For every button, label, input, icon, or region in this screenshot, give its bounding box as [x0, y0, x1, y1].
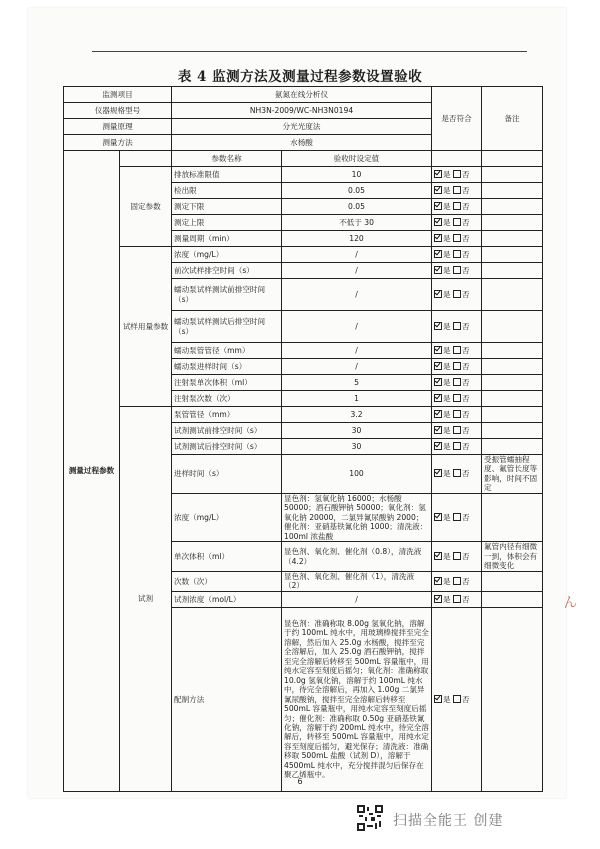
param-name: 测定上限 — [172, 215, 282, 231]
check-yes-label: 是 — [443, 233, 451, 243]
principle-label: 测量原理 — [64, 119, 172, 135]
conform-check-cell — [432, 343, 482, 359]
conform-check-cell — [432, 311, 482, 343]
param-value: / — [282, 359, 432, 375]
checkbox-yes-checked[interactable] — [434, 595, 442, 603]
acceptance-table — [63, 86, 543, 792]
remark-cell — [482, 423, 543, 439]
check-yes-label: 是 — [443, 441, 451, 451]
param-value: 0.05 — [282, 183, 432, 199]
param-value: 120 — [282, 231, 432, 247]
checkbox-yes-checked[interactable] — [434, 290, 442, 298]
conform-check-cell — [432, 359, 482, 375]
checkbox-no[interactable] — [453, 595, 461, 603]
param-name: 前次试样排空时间（s） — [172, 263, 282, 279]
param-value: 3.2 — [282, 407, 432, 423]
check-yes-label: 是 — [443, 169, 451, 179]
acceptance-table-body — [64, 87, 543, 792]
scanner-footer — [357, 805, 567, 833]
conform-check-cell — [432, 375, 482, 391]
checkbox-yes-checked[interactable] — [434, 250, 442, 258]
check-no-label: 否 — [462, 361, 470, 371]
header-rule — [92, 51, 527, 52]
checkbox-no[interactable] — [453, 170, 461, 178]
checkbox-no[interactable] — [453, 442, 461, 450]
check-no-label: 否 — [462, 321, 470, 331]
check-no-label: 否 — [462, 694, 470, 704]
checkbox-no[interactable] — [453, 346, 461, 354]
remark-header: 备注 — [482, 87, 543, 151]
conform-check-cell — [432, 542, 482, 571]
conform-check-cell — [432, 263, 482, 279]
remark-cell — [482, 493, 543, 541]
param-value: / — [282, 247, 432, 263]
header-row-item — [64, 87, 543, 103]
param-name: 排放标准限值 — [172, 167, 282, 183]
remark-cell — [482, 183, 543, 199]
check-no-label: 否 — [462, 233, 470, 243]
qr-code-icon — [357, 805, 383, 831]
remark-cell — [482, 263, 543, 279]
edge-stamp-mark: ん — [562, 594, 579, 612]
check-yes-label: 是 — [443, 377, 451, 387]
checkbox-no[interactable] — [453, 290, 461, 298]
item-value: 氨氮在线分析仪 — [172, 87, 432, 103]
checkbox-yes-checked[interactable] — [434, 346, 442, 354]
checkbox-no[interactable] — [453, 513, 461, 521]
check-no-label: 否 — [462, 201, 470, 211]
param-name-header: 参数名称 — [172, 151, 282, 167]
conform-spacer — [432, 151, 482, 167]
remark-cell — [482, 407, 543, 423]
check-yes-label: 是 — [443, 217, 451, 227]
conform-check-cell — [432, 607, 482, 791]
remark-cell: 氟管内径有细微一到，体积会有细微变化 — [482, 542, 543, 571]
check-no-label: 否 — [462, 425, 470, 435]
param-name: 单次体积（ml） — [172, 542, 282, 571]
param-value-header: 验收时设定值 — [282, 151, 432, 167]
remark-cell: 受振管蠕抽程度、氟管长度等影响，时间不固定 — [482, 455, 543, 494]
measurement-process-group: 测量过程参数 — [64, 151, 120, 792]
conform-check-cell — [432, 199, 482, 215]
checkbox-yes-checked[interactable] — [434, 202, 442, 210]
remark-cell — [482, 439, 543, 455]
check-no-label: 否 — [462, 393, 470, 403]
param-value: 不低于 30 — [282, 215, 432, 231]
param-value: 1 — [282, 391, 432, 407]
check-no-label: 否 — [462, 594, 470, 604]
table-title: 表 4 监测方法及测量过程参数设置验收 — [177, 69, 423, 85]
model-label: 仪器规格型号 — [64, 103, 172, 119]
remark-cell — [482, 591, 543, 607]
remark-cell — [482, 375, 543, 391]
check-yes-label: 是 — [443, 185, 451, 195]
check-no-label: 否 — [462, 377, 470, 387]
checkbox-no[interactable] — [453, 426, 461, 434]
check-yes-label: 是 — [443, 393, 451, 403]
check-no-label: 否 — [462, 217, 470, 227]
param-name: 注射泵次数（次） — [172, 391, 282, 407]
principle-value: 分光光度法 — [172, 119, 432, 135]
param-value: / — [282, 279, 432, 311]
param-value: / — [282, 343, 432, 359]
check-yes-label: 是 — [443, 361, 451, 371]
checkbox-no[interactable] — [453, 394, 461, 402]
item-label: 监测项目 — [64, 87, 172, 103]
model-value: NH3N-2009/WC-NH3N0194 — [172, 103, 432, 119]
conform-check-cell — [432, 455, 482, 494]
checkbox-no[interactable] — [453, 695, 461, 703]
checkbox-yes-checked[interactable] — [434, 410, 442, 418]
param-name: 浓度（mg/L） — [172, 493, 282, 541]
checkbox-yes-checked[interactable] — [434, 170, 442, 178]
param-name: 蠕动泵管管径（mm） — [172, 343, 282, 359]
check-yes-label: 是 — [443, 694, 451, 704]
param-value: 100 — [282, 455, 432, 494]
group-label-sample: 试样用量参数 — [120, 247, 172, 407]
remark-cell — [482, 247, 543, 263]
scanner-brand-text: 扫描全能王 创建 — [393, 813, 504, 829]
param-value: 显色剂：准确称取 8.00g 氢氧化钠，溶解于约 100mL 纯水中，用玻璃棒搅拌至完全溶解，然后加入 25.0g 水杨酸，搅拌至完全溶解后，加入 25.0g 酒石酸钾钠，搅拌至完全溶解后转移至 500mL 容量瓶中，用纯水定容至刻度后摇匀；氧化剂：准确称取 10.0g 氢氧化钠，溶解于约 100mL 纯水中，待完全溶解后，再加入 1.00g 二氯异氰尿酸钠，搅拌至完全溶解后转移至 500mL 容量瓶中，用纯水定容至刻度后摇匀；催化剂：准确称取 0.50g 亚硝基铁氰化钠，溶解于约 200mL 纯水中，待完全溶解后，转移至 500mL 容量瓶中，用纯水定容至刻度后摇匀，避光保存；清洗液：准确移取 500mL 盐酸（试剂 D），溶解于 4500mL 纯水中，充分搅拌混匀后保存在聚乙烯瓶中。 — [282, 607, 432, 791]
checkbox-no[interactable] — [453, 186, 461, 194]
check-yes-label: 是 — [443, 201, 451, 211]
remark-cell — [482, 343, 543, 359]
param-value: 10 — [282, 167, 432, 183]
param-name: 蠕动泵试样测试后排空时间（s） — [172, 311, 282, 343]
checkbox-no[interactable] — [453, 378, 461, 386]
check-no-label: 否 — [462, 441, 470, 451]
checkbox-yes-checked[interactable] — [434, 362, 442, 370]
remark-cell — [482, 199, 543, 215]
param-name: 蠕动泵试样测试前排空时间（s） — [172, 279, 282, 311]
checkbox-no[interactable] — [453, 410, 461, 418]
check-no-label: 否 — [462, 512, 470, 522]
conform-check-cell — [432, 215, 482, 231]
conform-check-cell — [432, 167, 482, 183]
param-name: 蠕动泵进样时间（s） — [172, 359, 282, 375]
check-yes-label: 是 — [443, 551, 451, 561]
check-no-label: 否 — [462, 289, 470, 299]
checkbox-yes-checked[interactable] — [434, 426, 442, 434]
conform-check-cell — [432, 183, 482, 199]
param-value: 显色剂、氧化剂、催化剂（1），清洗液（2） — [282, 571, 432, 591]
param-value: 30 — [282, 439, 432, 455]
param-value: 5 — [282, 375, 432, 391]
param-name: 配制方法 — [172, 607, 282, 791]
check-no-label: 否 — [462, 169, 470, 179]
remark-cell — [482, 391, 543, 407]
conform-check-cell — [432, 247, 482, 263]
remark-cell — [482, 571, 543, 591]
checkbox-no[interactable] — [453, 218, 461, 226]
check-yes-label: 是 — [443, 265, 451, 275]
param-name: 测定下限 — [172, 199, 282, 215]
checkbox-yes-checked[interactable] — [434, 469, 442, 477]
check-no-label: 否 — [462, 576, 470, 586]
param-value: 显色剂：氢氧化钠 16000；水杨酸 50000；酒石酸钾钠 50000；氧化剂：氢氧化钠 20000，二氯异氰尿酸钠 2000；催化剂：亚硝基铁氰化钠 1000；清洗液：100ml 浓盐酸 — [282, 493, 432, 541]
param-name: 浓度（mg/L） — [172, 247, 282, 263]
conform-header: 是否符合 — [432, 87, 482, 151]
check-yes-label: 是 — [443, 289, 451, 299]
param-name: 泵管管径（mm） — [172, 407, 282, 423]
group-label-fixed: 固定参数 — [120, 167, 172, 247]
param-name: 检出限 — [172, 183, 282, 199]
conform-check-cell — [432, 571, 482, 591]
check-yes-label: 是 — [443, 594, 451, 604]
check-yes-label: 是 — [443, 512, 451, 522]
method-value: 水杨酸 — [172, 135, 432, 151]
fixed-row — [64, 167, 543, 183]
param-name: 测量周期（min） — [172, 231, 282, 247]
param-name: 次数（次） — [172, 571, 282, 591]
checkbox-no[interactable] — [453, 322, 461, 330]
checkbox-yes-checked[interactable] — [434, 513, 442, 521]
column-header-row — [64, 151, 543, 167]
check-no-label: 否 — [462, 551, 470, 561]
param-value: / — [282, 591, 432, 607]
remark-cell — [482, 167, 543, 183]
conform-check-cell — [432, 423, 482, 439]
checkbox-yes-checked[interactable] — [434, 186, 442, 194]
check-yes-label: 是 — [443, 249, 451, 259]
check-yes-label: 是 — [443, 345, 451, 355]
remark-cell — [482, 607, 543, 791]
check-no-label: 否 — [462, 265, 470, 275]
param-name: 进样时间（s） — [172, 455, 282, 494]
param-value: / — [282, 263, 432, 279]
checkbox-yes-checked[interactable] — [434, 552, 442, 560]
conform-check-cell — [432, 493, 482, 541]
check-no-label: 否 — [462, 185, 470, 195]
checkbox-no[interactable] — [453, 250, 461, 258]
checkbox-yes-checked[interactable] — [434, 394, 442, 402]
checkbox-no[interactable] — [453, 469, 461, 477]
param-name: 试剂浓度（mol/L） — [172, 591, 282, 607]
checkbox-yes-checked[interactable] — [434, 234, 442, 242]
remark-cell — [482, 279, 543, 311]
param-name: 试剂测试后排空时间（s） — [172, 439, 282, 455]
remark-cell — [482, 215, 543, 231]
check-yes-label: 是 — [443, 469, 451, 479]
conform-check-cell — [432, 231, 482, 247]
param-name: 试剂测试前排空时间（s） — [172, 423, 282, 439]
checkbox-yes-checked[interactable] — [434, 266, 442, 274]
checkbox-yes-checked[interactable] — [434, 218, 442, 226]
checkbox-no[interactable] — [453, 266, 461, 274]
checkbox-yes-checked[interactable] — [434, 577, 442, 585]
checkbox-yes-checked[interactable] — [434, 378, 442, 386]
conform-check-cell — [432, 279, 482, 311]
check-no-label: 否 — [462, 249, 470, 259]
check-yes-label: 是 — [443, 576, 451, 586]
conform-check-cell — [432, 591, 482, 607]
param-value: 30 — [282, 423, 432, 439]
page-number: 6 — [297, 777, 303, 786]
checkbox-no[interactable] — [453, 202, 461, 210]
remark-spacer — [482, 151, 543, 167]
check-no-label: 否 — [462, 469, 470, 479]
param-value: 0.05 — [282, 199, 432, 215]
group-label-reagent: 试剂 — [120, 407, 172, 792]
conform-check-cell — [432, 391, 482, 407]
spacer-cell — [120, 151, 172, 167]
remark-cell — [482, 231, 543, 247]
conform-check-cell — [432, 407, 482, 423]
conform-check-cell — [432, 439, 482, 455]
check-no-label: 否 — [462, 409, 470, 419]
remark-cell — [482, 359, 543, 375]
remark-cell — [482, 311, 543, 343]
check-no-label: 否 — [462, 345, 470, 355]
checkbox-no[interactable] — [453, 552, 461, 560]
sample-row — [64, 247, 543, 263]
reagent-row — [64, 407, 543, 423]
method-label: 测量方法 — [64, 135, 172, 151]
check-yes-label: 是 — [443, 409, 451, 419]
param-value: 显色剂、氧化剂、催化剂（0.8），清洗液（4.2） — [282, 542, 432, 571]
param-value: / — [282, 311, 432, 343]
param-name: 注射泵单次体积（ml） — [172, 375, 282, 391]
checkbox-no[interactable] — [453, 577, 461, 585]
check-yes-label: 是 — [443, 321, 451, 331]
checkbox-yes-checked[interactable] — [434, 442, 442, 450]
checkbox-no[interactable] — [453, 362, 461, 370]
checkbox-no[interactable] — [453, 234, 461, 242]
checkbox-yes-checked[interactable] — [434, 695, 442, 703]
checkbox-yes-checked[interactable] — [434, 322, 442, 330]
check-yes-label: 是 — [443, 425, 451, 435]
